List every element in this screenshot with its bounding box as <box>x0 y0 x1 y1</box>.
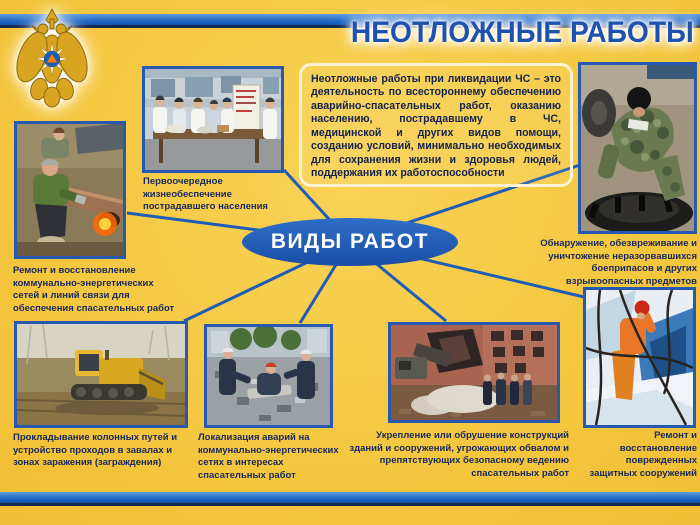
aid-distribution-tables-photo <box>145 69 281 170</box>
caption-structure-demolition: Укрепление или обрушение конструкций зданий и сооружений, угрожающих обвалом и препятствующих безопасному ведению спасательных работ <box>349 430 569 479</box>
photo-life-support <box>142 66 284 173</box>
building-demolition-photo <box>391 325 557 420</box>
pipe-welding-repair-photo <box>17 124 123 256</box>
photo-utility-repair <box>14 121 126 259</box>
photo-route-clearing <box>14 321 188 428</box>
caption-life-support: Первоочередное жизнеобеспечение пострадавшего населения <box>143 176 268 213</box>
caption-shelter-repair: Ремонт и восстановление поврежденных защитных сооружений <box>589 430 697 479</box>
caption-accident-localization: Локализация аварий на коммунально-энергетических сетях в интересах спасательных работ <box>198 432 339 481</box>
work-types-oval: ВИДЫ РАБОТ <box>242 218 458 266</box>
definition-text-box: Неотложные работы при ликвидации ЧС – это деятельность по всестороннему обеспечению аварийно-спасательных работ, оказанию населению, пострадавшему в ЧС, медицинской и других видов помощи, созданию условий, минимально необходимых для сохранения жизни и здоровья людей, поддержания их работоспособности <box>299 63 573 187</box>
photo-accident-localization <box>204 324 333 428</box>
emercom-emblem-icon <box>12 5 92 111</box>
caption-utility-repair: Ремонт и восстановление коммунально-энергетических сетей и линий связи для обеспечения спасательных работ <box>13 265 175 314</box>
caption-ordnance-disposal: Обнаружение, обезвреживание и уничтожение неразорвавшихся боеприпасов и других взрывоопасных предметов <box>540 238 697 287</box>
sapper-inspecting-tire-photo <box>581 65 694 231</box>
damaged-shelter-repair-photo <box>586 290 693 425</box>
photo-shelter-repair <box>583 287 696 428</box>
photo-ordnance-disposal <box>578 62 697 234</box>
caption-route-clearing: Прокладывание колонных путей и устройство проходов в завалах и зонах заражения (заграждения) <box>13 432 178 469</box>
bulldozer-clearing-photo <box>17 324 185 425</box>
rescuers-in-rubble-photo <box>207 327 330 425</box>
poster-title: НЕОТЛОЖНЫЕ РАБОТЫ <box>351 16 694 49</box>
photo-structure-demolition <box>388 322 560 423</box>
